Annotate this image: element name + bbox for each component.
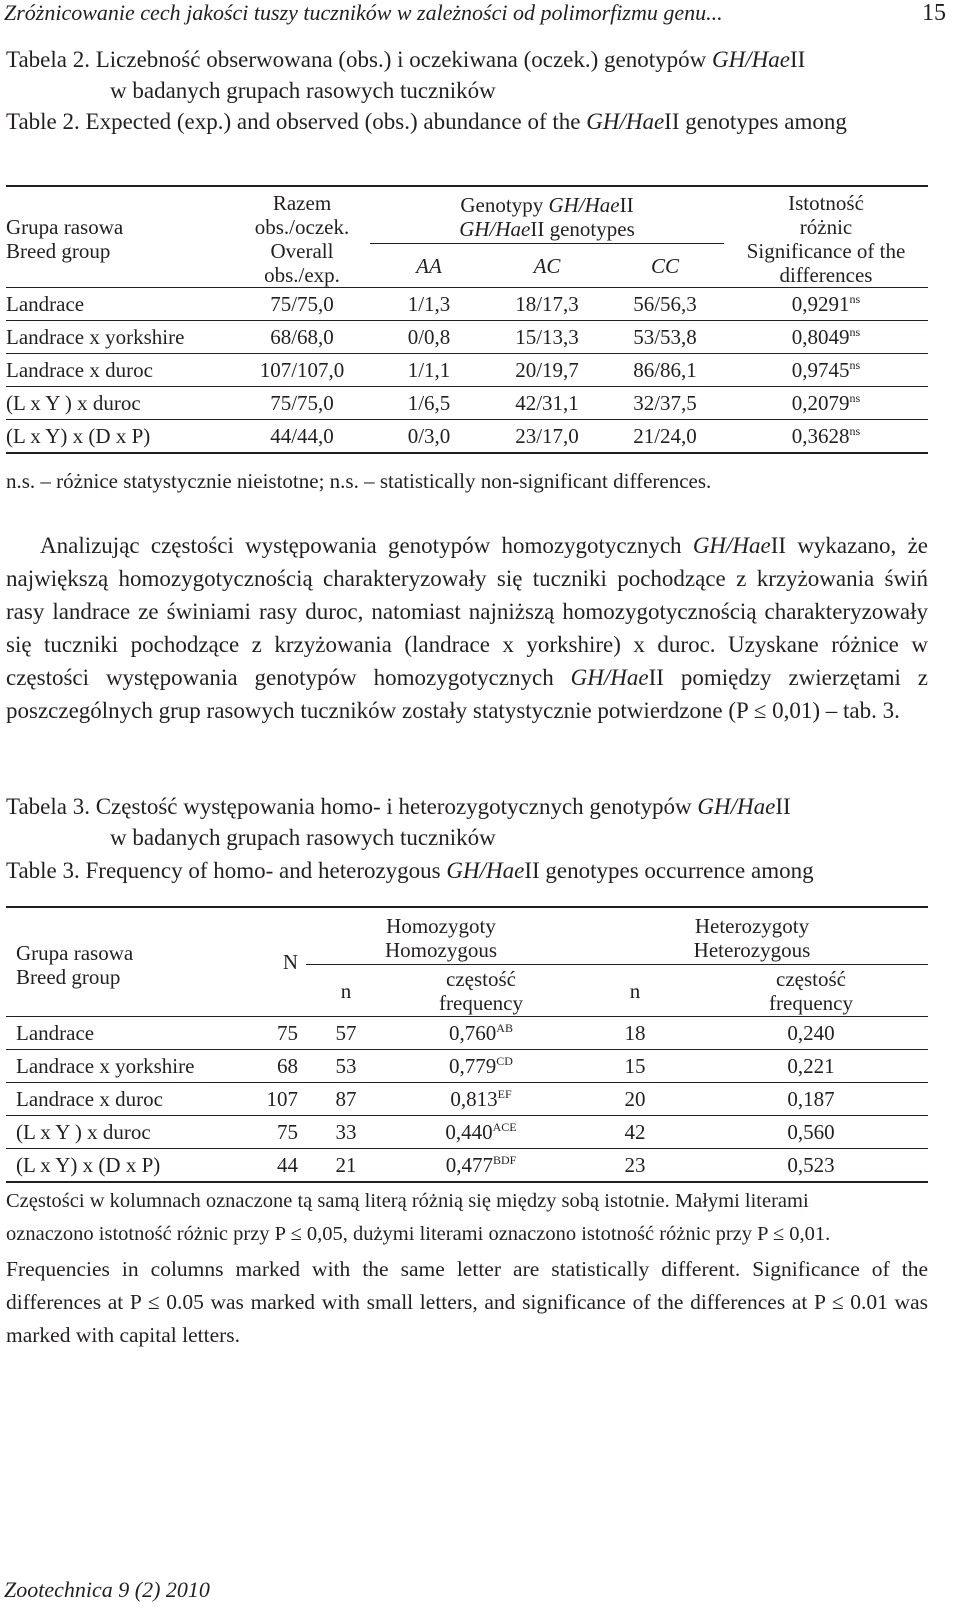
row-significance: $0,9745^{ns}$ bbox=[791, 358, 861, 382]
table2-overall-header: Razem obs./oczek. Overall obs./exp. bbox=[254, 191, 350, 287]
table2-cc-header: CC bbox=[650, 253, 679, 278]
table-row bbox=[6, 1116, 928, 1149]
row-n: 75 bbox=[277, 1021, 298, 1045]
table3-note-pl-2: oznaczono istotność różnic przy P ≤ 0,05, dużymi literami oznaczono istotność różnic przy P ≤ 0,01. bbox=[6, 1223, 831, 1245]
table-row bbox=[6, 1149, 928, 1182]
table3-het-freq-header: częstość frequency bbox=[769, 966, 853, 1015]
row-homo-freq: $0,477^{BDF}$ bbox=[445, 1152, 517, 1177]
row-group: Landrace x duroc bbox=[6, 358, 153, 382]
page-number: 15 bbox=[922, 0, 946, 26]
table3-homo-n-header: n bbox=[340, 978, 352, 1003]
row-het-freq: 0,240 bbox=[787, 1021, 835, 1045]
row-group: Landrace x yorkshire bbox=[6, 325, 185, 349]
row-cc: 53/53,8 bbox=[633, 325, 697, 349]
table2-caption-pl-line2: w badanych grupach rasowych tuczników bbox=[110, 78, 496, 103]
row-cc: 21/24,0 bbox=[633, 423, 697, 448]
row-significance: $0,9291^{ns}$ bbox=[791, 292, 861, 316]
row-homo-n: 53 bbox=[335, 1054, 357, 1078]
row-het-freq: 0,560 bbox=[787, 1120, 835, 1144]
row-homo-n: 87 bbox=[335, 1087, 357, 1111]
row-cc: 56/56,3 bbox=[633, 292, 697, 316]
row-aa: 0/3,0 bbox=[407, 423, 451, 448]
row-aa: 1/1,1 bbox=[407, 358, 451, 382]
table3-note-pl-1: Częstości w kolumnach oznaczone tą samą literą różnią się między sobą istotnie. Małymi literami bbox=[6, 1190, 809, 1212]
row-cc: 86/86,1 bbox=[633, 358, 697, 382]
table3-homo-freq-header: częstość frequency bbox=[439, 966, 523, 1015]
row-group: Landrace bbox=[6, 292, 85, 316]
table2-genotypes-header: Genotypy GH/HaeII GH/HaeII genotypes bbox=[459, 193, 635, 241]
table-row bbox=[6, 321, 928, 354]
row-het-n: 18 bbox=[624, 1021, 646, 1045]
table2-header-row bbox=[6, 186, 928, 244]
row-n: 75 bbox=[277, 1120, 298, 1144]
table-row bbox=[6, 1083, 928, 1116]
row-ac: 20/19,7 bbox=[515, 358, 579, 382]
row-homo-freq: $0,760^{AB}$ bbox=[449, 1021, 513, 1045]
table-row bbox=[6, 420, 928, 453]
row-group: (L x Y) x (D x P) bbox=[6, 423, 151, 448]
row-ac: 42/31,1 bbox=[515, 391, 579, 415]
row-het-freq: 0,221 bbox=[787, 1054, 835, 1078]
body-paragraph: Analizując częstości występowania genotypów homozygotycznych GH/HaeII wykazano, że największą homozygotycznością charakteryzowały się tuczniki pochodzące z krzyżowania świń rasy landrace ze świniami rasy duroc, natomiast najniższą homozygotycznością charakteryzowały się tuczniki pochodzące z krzyżowania (landrace x yorkshire) x duroc. Uzyskane różnice w częstości występowania genotypów homozygotycznych GH/HaeII pomiędzy zwierzętami z poszczególnych grup rasowych tuczników zostały statystycznie potwierdzone (P ≤ 0,01) – tab. 3. bbox=[6, 533, 928, 723]
row-homo-freq: $0,779^{CD}$ bbox=[449, 1054, 513, 1078]
row-overall: 75/75,0 bbox=[270, 292, 334, 316]
table3-caption-pl-line2: w badanych grupach rasowych tuczników bbox=[110, 825, 496, 850]
row-het-freq: 0,187 bbox=[787, 1087, 835, 1111]
row-group: (L x Y ) x duroc bbox=[6, 391, 141, 415]
journal-footer: Zootechnica 9 (2) 2010 bbox=[4, 1577, 210, 1602]
row-significance: $0,8049^{ns}$ bbox=[791, 325, 861, 349]
row-n: 107 bbox=[266, 1087, 298, 1111]
row-overall: 44/44,0 bbox=[270, 423, 334, 448]
row-overall: 107/107,0 bbox=[259, 358, 345, 382]
row-homo-freq: $0,440^{ACE}$ bbox=[445, 1120, 517, 1144]
table2 bbox=[6, 185, 928, 454]
row-group: Landrace x yorkshire bbox=[16, 1054, 195, 1078]
row-overall: 75/75,0 bbox=[270, 391, 334, 415]
row-het-n: 42 bbox=[624, 1120, 646, 1144]
table-row bbox=[6, 288, 928, 321]
row-homo-n: 33 bbox=[335, 1120, 357, 1144]
row-overall: 68/68,0 bbox=[270, 325, 334, 349]
row-ac: 23/17,0 bbox=[515, 423, 579, 448]
row-het-n: 20 bbox=[624, 1087, 646, 1111]
running-header: Zróżnicowanie cech jakości tuszy tuczników w zależności od polimorfizmu genu... bbox=[4, 0, 723, 25]
row-cc: 32/37,5 bbox=[633, 391, 697, 415]
table3-heterozygous-header: Heterozygoty Heterozygous bbox=[693, 914, 811, 962]
row-group: (L x Y) x (D x P) bbox=[16, 1152, 161, 1177]
row-homo-n: 21 bbox=[335, 1152, 357, 1177]
table3-n-header: N bbox=[282, 950, 298, 974]
row-ac: 18/17,3 bbox=[515, 292, 579, 316]
row-het-n: 15 bbox=[624, 1054, 646, 1078]
row-homo-n: 57 bbox=[335, 1021, 357, 1045]
row-homo-freq: $0,813^{EF}$ bbox=[450, 1087, 512, 1111]
table2-caption-pl: Tabela 2. Liczebność obserwowana (obs.) i oczekiwana (oczek.) genotypów GH/HaeII bbox=[6, 47, 806, 72]
table3-note-en: Frequencies in columns marked with the same letter are statistically different. Significance of the differences at P ≤ 0.05 was marked with small letters, and significance of the differences at P ≤ 0.01 was marked with capital letters. bbox=[6, 1257, 928, 1347]
table2-aa-header: AA bbox=[416, 253, 442, 278]
table2-caption-en: Table 2. Expected (exp.) and observed (obs.) abundance of the GH/HaeII genotypes among bbox=[6, 109, 847, 134]
table3-het-n-header: n bbox=[629, 978, 641, 1003]
row-n: 68 bbox=[277, 1054, 298, 1078]
row-het-n: 23 bbox=[624, 1152, 646, 1177]
table2-significance-header: Istotność różnic Significance of the differences bbox=[746, 191, 906, 287]
table-row bbox=[6, 354, 928, 387]
row-het-freq: 0,523 bbox=[787, 1152, 835, 1177]
row-aa: 0/0,8 bbox=[407, 325, 451, 349]
table-row bbox=[6, 387, 928, 420]
row-n: 44 bbox=[277, 1152, 298, 1177]
table3-caption-en: Table 3. Frequency of homo- and heterozygous GH/HaeII genotypes occurrence among bbox=[6, 858, 814, 883]
row-aa: 1/6,5 bbox=[407, 391, 451, 415]
table2-note: n.s. – różnice statystycznie nieistotne; n.s. – statistically non-significant differences. bbox=[6, 469, 712, 493]
table3-homozygous-header: Homozygoty Homozygous bbox=[385, 914, 497, 962]
table3-header-row bbox=[6, 907, 928, 965]
table2-group-header: Grupa rasowa Breed group bbox=[6, 215, 124, 263]
row-group: (L x Y ) x duroc bbox=[16, 1120, 151, 1144]
table3-caption-pl: Tabela 3. Częstość występowania homo- i heterozygotycznych genotypów GH/HaeII bbox=[6, 794, 791, 819]
row-ac: 15/13,3 bbox=[515, 325, 579, 349]
row-significance: $0,2079^{ns}$ bbox=[791, 391, 861, 415]
table3-group-header: Grupa rasowa Breed group bbox=[16, 941, 134, 989]
row-group: Landrace bbox=[16, 1021, 95, 1045]
row-aa: 1/1,3 bbox=[407, 292, 451, 316]
row-significance: $0,3628^{ns}$ bbox=[791, 423, 861, 448]
table3 bbox=[6, 906, 928, 1183]
table2-ac-header: AC bbox=[533, 253, 561, 278]
table-row bbox=[6, 1050, 928, 1083]
table-row bbox=[6, 1017, 928, 1050]
row-group: Landrace x duroc bbox=[16, 1087, 163, 1111]
